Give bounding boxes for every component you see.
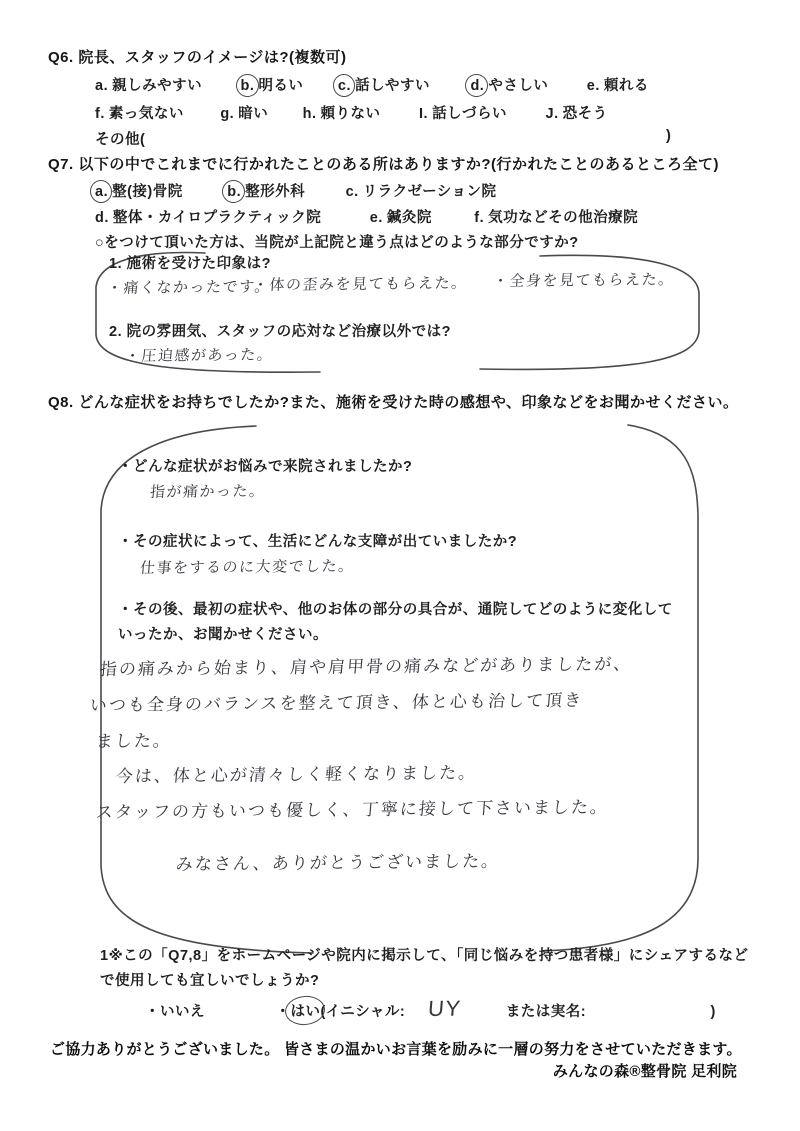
q6-option-e: e. 頼れる (586, 78, 649, 94)
q6-option-f: f. 素っ気ない (95, 106, 184, 122)
footer-clinic-name: みんなの森®整骨院 足利院 (552, 1063, 737, 1080)
q8-bullet1: ・どんな症状がお悩みで来院されましたか? (118, 459, 413, 475)
q7-option-b: b. 整形外科 (227, 184, 306, 200)
q6-heading: Q6. 院長、スタッフのイメージは?(複数可) (48, 49, 347, 66)
q8-long-answer-line3: ました。 (95, 731, 173, 751)
q6-option-c: c. 話しやすい (337, 78, 430, 94)
q7-sub1-label: 1. 施術を受けた印象は? (109, 256, 271, 272)
q8-long-answer-line1: 指の痛みから始まり、肩や肩甲骨の痛みなどがありましたが、 (99, 654, 634, 679)
q6-option-c-circle: c. (337, 78, 351, 94)
q8-bullet2: ・その症状によって、生活にどんな支障が出ていましたか? (118, 534, 518, 550)
consent-question: 1※この「Q7,8」をホームページや院内に掲示して、「同じ悩みを持つ患者様」にシェアするなどで使用しても宜しいでしょうか? (100, 948, 749, 989)
q6-option-a-key: a. (95, 78, 109, 94)
q7-options-row2 (95, 206, 638, 227)
q7-option-f: f. 気功などその他治療院 (474, 210, 639, 226)
q7-option-a: a. 整(接)骨院 (95, 184, 183, 200)
consent-yes-option: ・はい(イニシャル: (275, 1004, 405, 1020)
footer-thanks: ご協力ありがとうございました。 皆さまの温かいお言葉を励みに一層の努力をさせていただきます。 (50, 1041, 742, 1058)
q7-heading: Q7. 以下の中でこれまでに行かれたことのある所はありますか?(行かれたことのあるところ全て) (48, 156, 720, 173)
q6-option-h: h. 頼りない (302, 106, 381, 122)
q8-answer2: 仕事をするのに大変でした。 (139, 557, 356, 577)
consent-options (145, 996, 716, 1022)
q6-other-close-paren: ) (666, 128, 672, 144)
q6-option-a: a. 親しみやすい (95, 78, 203, 94)
q8-long-answer-line6: みなさん、ありがとうございました。 (175, 851, 501, 874)
q6-options-row2 (95, 102, 608, 123)
q7-sub1-answer-3: ・全身を見てもらえた。 (492, 271, 676, 290)
q8-answer1: 指が痛かった。 (149, 482, 267, 501)
consent-initial-value: UY (426, 995, 463, 1021)
q8-heading: Q8. どんな症状をお持ちでしたか?また、施術を受けた時の感想や、印象などをお聞かせください。 (48, 394, 739, 411)
q7-option-b-circle: b. (227, 184, 242, 200)
q6-option-d-circle: d. (470, 78, 485, 94)
consent-no-option: ・いいえ (145, 1004, 205, 1020)
q7-option-c: c. リラクゼーション院 (345, 184, 497, 200)
consent-close-paren: ) (710, 1004, 716, 1020)
q6-option-b-circle: b. (240, 78, 255, 94)
q7-note: ○をつけて頂いた方は、当院が上記院と違う点はどのような部分ですか? (95, 235, 579, 251)
q7-option-e: e. 鍼灸院 (369, 210, 432, 226)
q6-option-b: b. 明るい (240, 78, 304, 94)
q6-option-i: I. 話しづらい (419, 106, 508, 122)
q7-answer-box (85, 247, 710, 377)
q8-long-answer-line4: 今は、体と心が清々しく軽くなりました。 (115, 763, 478, 786)
q8-answer-balloon (88, 418, 710, 956)
q8-long-answer-line5: スタッフの方もいつも優しく、丁寧に接して下さいました。 (95, 797, 610, 822)
q7-option-d: d. 整体・カイロプラクティック院 (95, 210, 322, 226)
q7-sub2-answer: ・圧迫感があった。 (124, 346, 275, 365)
consent-realname-label: または実名: (505, 1004, 587, 1020)
q6-option-j: J. 恐そう (545, 106, 608, 122)
q6-options-row1 (95, 74, 649, 95)
q8-long-answer-line2: いつも全身のバランスを整えて頂き、体と心も治して頂き (89, 690, 584, 715)
q7-option-a-circle: a. (95, 184, 109, 200)
q6-other-field: その他( (95, 132, 146, 148)
q7-sub2-label: 2. 院の雰囲気、スタッフの応対など治療以外では? (109, 324, 451, 340)
consent-yes-circle: はい (290, 1000, 320, 1021)
q6-option-g: g. 暗い (220, 106, 269, 122)
q7-sub1-answer-2: ・体の歪みを見てもらえた。 (252, 274, 469, 294)
q7-options-row1 (95, 180, 497, 201)
q6-option-d: d. やさしい (470, 78, 549, 94)
q8-bullet3: ・その後、最初の症状や、他のお体の部分の具合が、通院してどのように変化していったか、お聞かせください。 (118, 602, 673, 643)
q7-sub1-answer-1: ・痛くなかったです。 (106, 278, 272, 297)
